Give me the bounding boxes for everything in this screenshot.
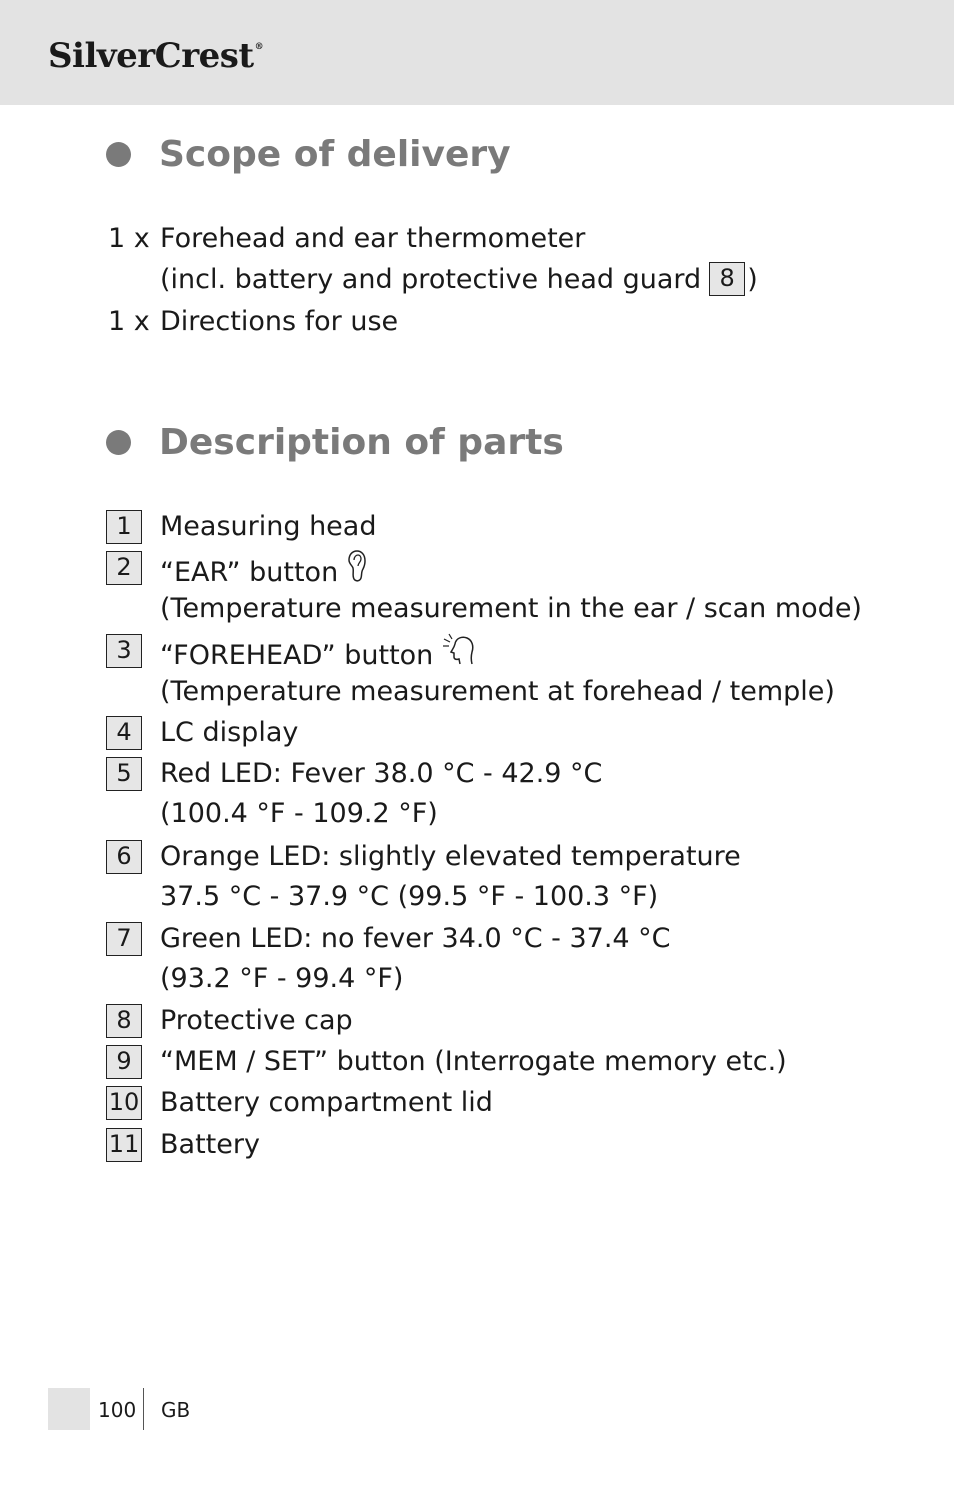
footer-divider bbox=[143, 1388, 144, 1430]
scope-item-2-line-1: Directions for use bbox=[160, 306, 399, 337]
part-number-box: 8 bbox=[106, 1004, 142, 1038]
part-8-line-1: Protective cap bbox=[160, 1005, 353, 1036]
scope-item-1-line-1: Forehead and ear thermometer bbox=[160, 223, 586, 254]
part-10-line-1: Battery compartment lid bbox=[160, 1087, 493, 1118]
scope-item-1-line-2 bbox=[160, 263, 758, 298]
part-7-line-1: Green LED: no fever 34.0 °C - 37.4 °C bbox=[160, 923, 671, 954]
part-5-line-1: Red LED: Fever 38.0 °C - 42.9 °C bbox=[160, 758, 603, 789]
scope-qty-1: 1 x bbox=[108, 223, 150, 254]
part-number-box: 10 bbox=[106, 1086, 142, 1120]
part-9-line-1: “MEM / SET” button (Interrogate memory etc.) bbox=[160, 1046, 787, 1077]
part-number-box: 11 bbox=[106, 1128, 142, 1162]
page-number: 100 bbox=[98, 1398, 137, 1422]
part-number-box: 1 bbox=[106, 510, 142, 544]
part-5-line-2: (100.4 °F - 109.2 °F) bbox=[160, 798, 438, 829]
part-6-line-2: 37.5 °C - 37.9 °C (99.5 °F - 100.3 °F) bbox=[160, 881, 659, 912]
part-3-line-2: (Temperature measurement at forehead / temple) bbox=[160, 676, 835, 707]
language-code: GB bbox=[161, 1398, 191, 1422]
part-3-line-1 bbox=[160, 634, 477, 679]
part-2-line-2: (Temperature measurement in the ear / scan mode) bbox=[160, 593, 862, 624]
bullet-dot-icon bbox=[106, 430, 131, 455]
part-number-box: 2 bbox=[106, 551, 142, 585]
bullet-dot-icon bbox=[106, 142, 131, 167]
part-number-box: 4 bbox=[106, 716, 142, 750]
section-title-scope bbox=[106, 131, 511, 177]
forehead-icon bbox=[441, 631, 477, 676]
part-number-box: 7 bbox=[106, 922, 142, 956]
section-title-parts bbox=[106, 419, 564, 465]
closing-paren: ) bbox=[747, 264, 758, 295]
part-3-label: “FOREHEAD” button bbox=[160, 640, 434, 671]
scope-item-1-line-2-text: (incl. battery and protective head guard bbox=[160, 264, 702, 295]
part-1-line-1: Measuring head bbox=[160, 511, 377, 542]
part-2-label: “EAR” button bbox=[160, 557, 339, 588]
part-number-box: 6 bbox=[106, 840, 142, 874]
part-number-box: 9 bbox=[106, 1045, 142, 1079]
footer-marker bbox=[48, 1388, 90, 1430]
brand-name: SilverCrest bbox=[48, 36, 254, 76]
scope-title: Scope of delivery bbox=[159, 133, 511, 175]
part-4-line-1: LC display bbox=[160, 717, 299, 748]
scope-qty-2: 1 x bbox=[108, 306, 150, 337]
part-number-box: 5 bbox=[106, 757, 142, 791]
part-number-box: 3 bbox=[106, 634, 142, 668]
parts-title: Description of parts bbox=[159, 421, 564, 463]
part-7-line-2: (93.2 °F - 99.4 °F) bbox=[160, 963, 404, 994]
part-ref-box: 8 bbox=[709, 262, 745, 296]
registered-mark: ® bbox=[254, 42, 264, 52]
part-11-line-1: Battery bbox=[160, 1129, 260, 1160]
part-6-line-1: Orange LED: slightly elevated temperature bbox=[160, 841, 741, 872]
ear-icon bbox=[346, 548, 370, 593]
brand-logo bbox=[48, 36, 263, 76]
part-2-line-1 bbox=[160, 551, 370, 596]
